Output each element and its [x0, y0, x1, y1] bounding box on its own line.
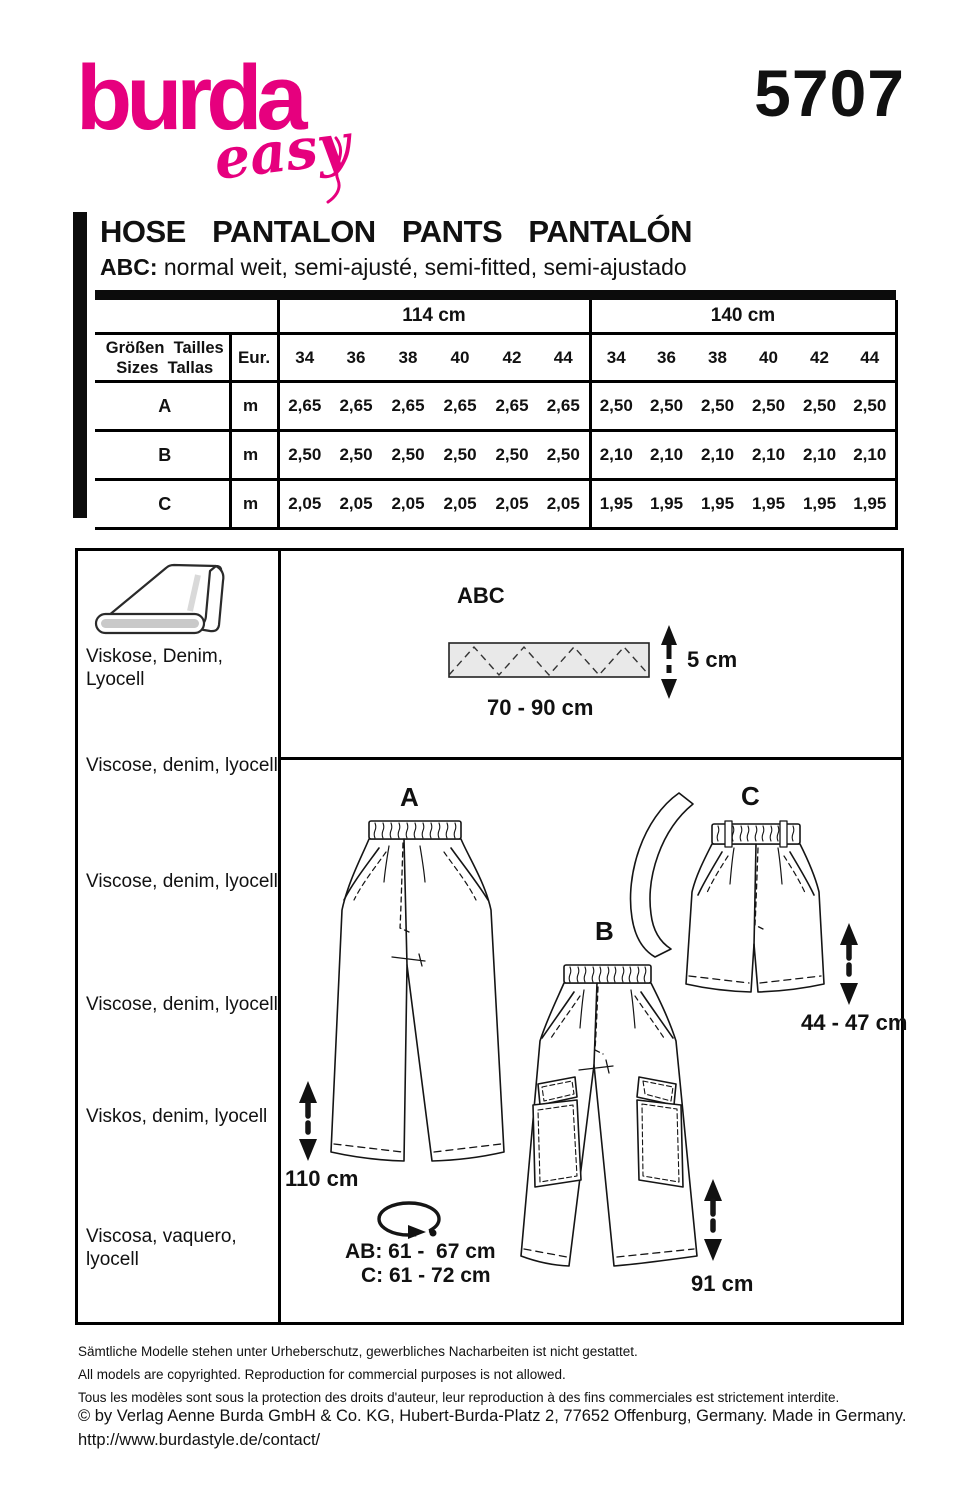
yardage-cell: 2,50	[692, 382, 743, 431]
length-c-label: 44 - 47 cm	[801, 1010, 908, 1035]
width-group-140: 140 cm	[590, 300, 896, 334]
size-header-label: Größen Tailles Sizes Tallas	[95, 334, 230, 382]
contact-url: http://www.burdastyle.de/contact/	[78, 1431, 321, 1449]
view-a-label: A	[400, 782, 419, 812]
size-col: 42	[794, 334, 845, 382]
yardage-cell: 2,05	[382, 480, 434, 529]
size-col: 34	[590, 334, 641, 382]
yardage-cell: 2,50	[486, 431, 538, 480]
unit-header: Eur.	[230, 334, 278, 382]
elastic-strip-drawing	[281, 551, 901, 757]
fabric-recommendation-column	[78, 551, 281, 1322]
size-col: 44	[845, 334, 896, 382]
fabric-bolt-icon	[90, 559, 242, 647]
length-a-label: 110 cm	[285, 1166, 359, 1191]
unit-cell: m	[230, 480, 278, 529]
size-col: 36	[641, 334, 692, 382]
fabric-item-es: Viscosa, vaquero, lyocell	[86, 1226, 237, 1270]
yardage-cell: 2,50	[641, 382, 692, 431]
yardage-cell: 2,10	[845, 431, 896, 480]
burda-easy-logo: easy	[210, 110, 354, 194]
yardage-cell: 2,65	[330, 382, 382, 431]
view-c-flat	[686, 821, 824, 992]
size-col: 38	[692, 334, 743, 382]
subtitle-views: ABC:	[100, 254, 158, 280]
fabric-item-fr: Viscose, denim, lyocell	[86, 871, 278, 892]
garment-views-panel	[281, 760, 908, 1322]
size-col: 34	[278, 334, 330, 382]
page-subtitle	[100, 254, 687, 281]
length-arrow-a	[299, 1081, 317, 1161]
waist-c-label: C: 61 - 72 cm	[361, 1264, 491, 1287]
elastic-height-label: 5 cm	[687, 647, 738, 672]
width-group-114: 114 cm	[278, 300, 590, 334]
table-row-view-a	[95, 382, 896, 431]
yardage-cell: 2,65	[382, 382, 434, 431]
yardage-cell: 2,10	[641, 431, 692, 480]
page-title: HOSE PANTALON PANTS PANTALÓN	[100, 214, 693, 249]
yardage-cell: 2,65	[434, 382, 486, 431]
size-col: 38	[382, 334, 434, 382]
yardage-cell: 1,95	[590, 480, 641, 529]
length-arrow-c	[840, 923, 858, 1005]
subtitle-fit-text: normal weit, semi-ajusté, semi-fitted, semi-ajustado	[157, 254, 687, 280]
size-col: 44	[538, 334, 590, 382]
yardage-cell: 2,50	[743, 382, 794, 431]
yardage-cell: 2,05	[278, 480, 330, 529]
yardage-cell: 2,50	[434, 431, 486, 480]
fabric-item-nl: Viscose, denim, lyocell	[86, 994, 278, 1015]
yardage-cell: 2,50	[278, 431, 330, 480]
yardage-cell: 2,10	[794, 431, 845, 480]
yardage-cell: 2,50	[538, 431, 590, 480]
copyright-line-fr: Tous les modèles sont sous la protection des droits d'auteur, leur reproduction à des fins commerciales est strictement interdite.	[78, 1390, 840, 1405]
view-b-label: B	[595, 916, 614, 946]
yardage-cell: 2,10	[590, 431, 641, 480]
garment-flats-drawing	[281, 760, 901, 1322]
size-col: 42	[486, 334, 538, 382]
yardage-cell: 1,95	[743, 480, 794, 529]
publisher-line: © by Verlag Aenne Burda GmbH & Co. KG, Hubert-Burda-Platz 2, 77652 Offenburg, Germany. Made in Germany.	[78, 1407, 907, 1425]
view-b-flat	[521, 965, 697, 1266]
yardage-cell: 1,95	[794, 480, 845, 529]
view-a-flat	[331, 821, 504, 1161]
size-col: 40	[434, 334, 486, 382]
elastic-length-label: 70 - 90 cm	[487, 695, 594, 720]
fabric-width-header-row	[95, 300, 896, 334]
burda-logo: burda	[76, 47, 302, 149]
copyright-line-de: Sämtliche Modelle stehen unter Urheberschutz, gewerbliches Nacharbeiten ist nicht gestattet.	[78, 1344, 638, 1359]
view-label: A	[95, 382, 230, 431]
yardage-cell: 2,05	[538, 480, 590, 529]
title-accent-bar	[73, 212, 87, 518]
yardage-cell: 2,50	[845, 382, 896, 431]
view-label: B	[95, 431, 230, 480]
fabric-item-en: Viscose, denim, lyocell	[86, 755, 278, 776]
yardage-cell: 1,95	[692, 480, 743, 529]
diagram-box	[75, 548, 908, 1325]
yardage-cell: 2,65	[538, 382, 590, 431]
yardage-cell: 2,05	[434, 480, 486, 529]
fabric-item-sv: Viskos, denim, lyocell	[86, 1106, 268, 1127]
pattern-number: 5707	[754, 56, 905, 130]
yardage-cell: 2,50	[330, 431, 382, 480]
length-b-label: 91 cm	[691, 1271, 754, 1296]
elastic-views-label: ABC	[457, 583, 505, 608]
copyright-line-en: All models are copyrighted. Reproduction for commercial purposes is not allowed.	[78, 1367, 566, 1382]
yardage-cell: 1,95	[845, 480, 896, 529]
view-label: C	[95, 480, 230, 529]
waist-measure-icon	[379, 1203, 439, 1239]
yardage-cell: 2,05	[486, 480, 538, 529]
elastic-panel	[281, 551, 901, 760]
view-c-label: C	[741, 781, 760, 811]
yardage-cell: 2,65	[486, 382, 538, 431]
size-header-row	[95, 334, 896, 382]
unit-cell: m	[230, 382, 278, 431]
length-arrow-b	[704, 1179, 722, 1261]
size-col: 40	[743, 334, 794, 382]
yardage-cell: 2,50	[794, 382, 845, 431]
table-top-bar	[95, 290, 896, 300]
yardage-cell: 2,65	[278, 382, 330, 431]
yardage-cell: 2,10	[743, 431, 794, 480]
size-col: 36	[330, 334, 382, 382]
waist-ab-label: AB: 61 - 67 cm	[345, 1240, 496, 1263]
yardage-table	[95, 290, 898, 530]
yardage-cell: 2,50	[590, 382, 641, 431]
yardage-cell: 1,95	[641, 480, 692, 529]
unit-cell: m	[230, 431, 278, 480]
yardage-cell: 2,10	[692, 431, 743, 480]
yardage-cell: 2,50	[382, 431, 434, 480]
thread-swirl-icon	[322, 136, 362, 206]
table-row-view-c	[95, 480, 896, 529]
yardage-cell: 2,05	[330, 480, 382, 529]
table-row-view-b	[95, 431, 896, 480]
fabric-item-de: Viskose, Denim, Lyocell	[86, 646, 223, 690]
elastic-height-arrow	[661, 625, 677, 699]
